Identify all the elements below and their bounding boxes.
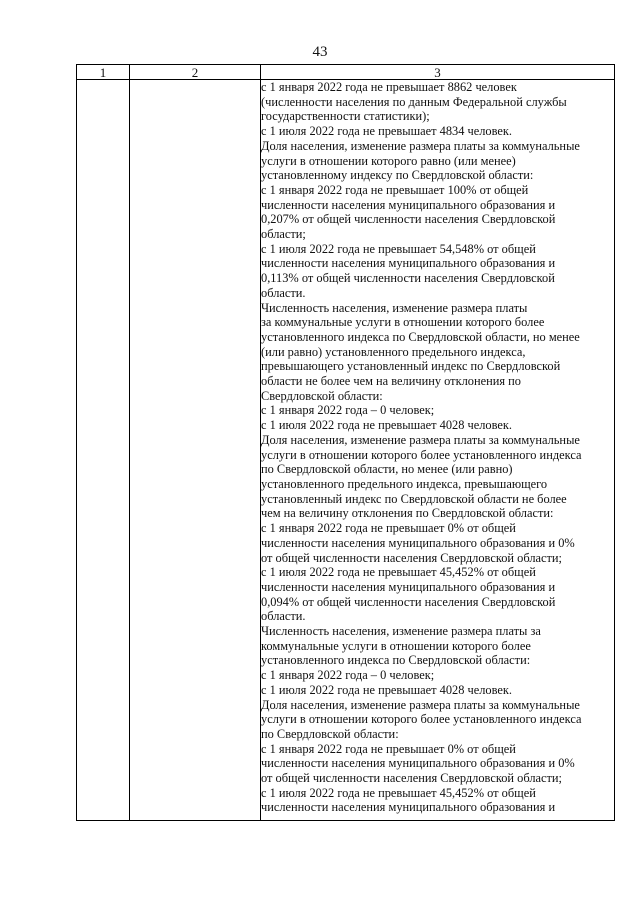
text-line: услуги в отношении которого более установленного индекса [261,447,582,462]
text-line: Доля населения, изменение размера платы за коммунальные [261,697,580,712]
table-cell-col3 [261,80,615,821]
text-line: превышающего установленный индекс по Свердловской [261,359,561,374]
text-line: от общей численности населения Свердловской области; [261,550,562,565]
text-line: с 1 января 2022 года не превышает 100% от общей [261,182,529,197]
text-line: 0,094% от общей численности населения Свердловской [261,594,556,609]
column-header-2: 2 [130,65,261,80]
text-line: численности населения муниципального образования и [261,800,556,815]
text-line: по Свердловской области: [261,726,399,741]
text-line: от общей численности населения Свердловской области; [261,771,562,786]
text-line: Численность населения, изменение размера платы за [261,624,541,639]
text-line: численности населения муниципального образования и [261,256,556,271]
text-line: с 1 июля 2022 года не превышает 45,452% от общей [261,565,536,580]
text-line: с 1 января 2022 года не превышает 0% от общей [261,521,516,536]
text-line: услуги в отношении которого равно (или менее) [261,153,516,168]
text-line: государственности статистики); [261,109,430,124]
text-line: численности населения муниципального образования и [261,579,556,594]
text-line: области; [261,227,306,242]
text-line: области. [261,285,306,300]
column-header-3: 3 [261,65,615,80]
text-line: численности населения муниципального образования и 0% [261,535,575,550]
text-line: с 1 января 2022 года не превышает 8862 человек [261,80,517,94]
column-header-1: 1 [77,65,130,80]
text-line: (численности населения по данным Федеральной службы [261,94,567,109]
text-line: Доля населения, изменение размера платы за коммунальные [261,138,580,153]
text-line: коммунальные услуги в отношении которого более [261,638,531,653]
text-line: с 1 июля 2022 года не превышает 4028 человек. [261,418,513,433]
text-line: установленному индексу по Свердловской области: [261,168,534,183]
text-line: области не более чем на величину отклонения по [261,374,521,389]
table-header-row [77,65,615,80]
text-line: (или равно) установленного предельного индекса, [261,344,526,359]
text-line: численности населения муниципального образования и 0% [261,756,575,771]
data-table [76,64,615,821]
table-cell-col2 [130,80,261,821]
text-line: по Свердловской области, но менее (или равно) [261,462,513,477]
text-line: услуги в отношении которого более установленного индекса [261,712,582,727]
table-row [77,80,615,821]
text-line: с 1 июля 2022 года не превышает 4028 человек. [261,682,513,697]
text-line: за коммунальные услуги в отношении которого более [261,315,545,330]
text-line: установленного индекса по Свердловской области: [261,653,531,668]
table-cell-col1 [77,80,130,821]
text-line: Доля населения, изменение размера платы за коммунальные [261,432,580,447]
text-line: с 1 января 2022 года не превышает 0% от общей [261,741,516,756]
text-line: 0,207% от общей численности населения Свердловской [261,212,556,227]
text-line: установленного предельного индекса, превышающего [261,476,548,491]
text-line: чем на величину отклонения по Свердловской области: [261,506,554,521]
text-line: Численность населения, изменение размера платы [261,300,528,315]
text-line: Свердловской области: [261,388,383,403]
text-line: численности населения муниципального образования и [261,197,556,212]
text-line: области. [261,609,306,624]
text-line: с 1 июля 2022 года не превышает 4834 человек. [261,124,513,139]
cell-text-block [261,80,614,815]
text-line: с 1 июля 2022 года не превышает 45,452% от общей [261,785,536,800]
text-line: установленный индекс по Свердловской области не более [261,491,567,506]
page-number: 43 [312,44,328,60]
text-line: установленного индекса по Свердловской области, но менее [261,329,580,344]
text-line: с 1 января 2022 года – 0 человек; [261,403,435,418]
text-line: с 1 июля 2022 года не превышает 54,548% от общей [261,241,536,256]
text-line: 0,113% от общей численности населения Свердловской [261,271,555,286]
text-line: с 1 января 2022 года – 0 человек; [261,668,435,683]
